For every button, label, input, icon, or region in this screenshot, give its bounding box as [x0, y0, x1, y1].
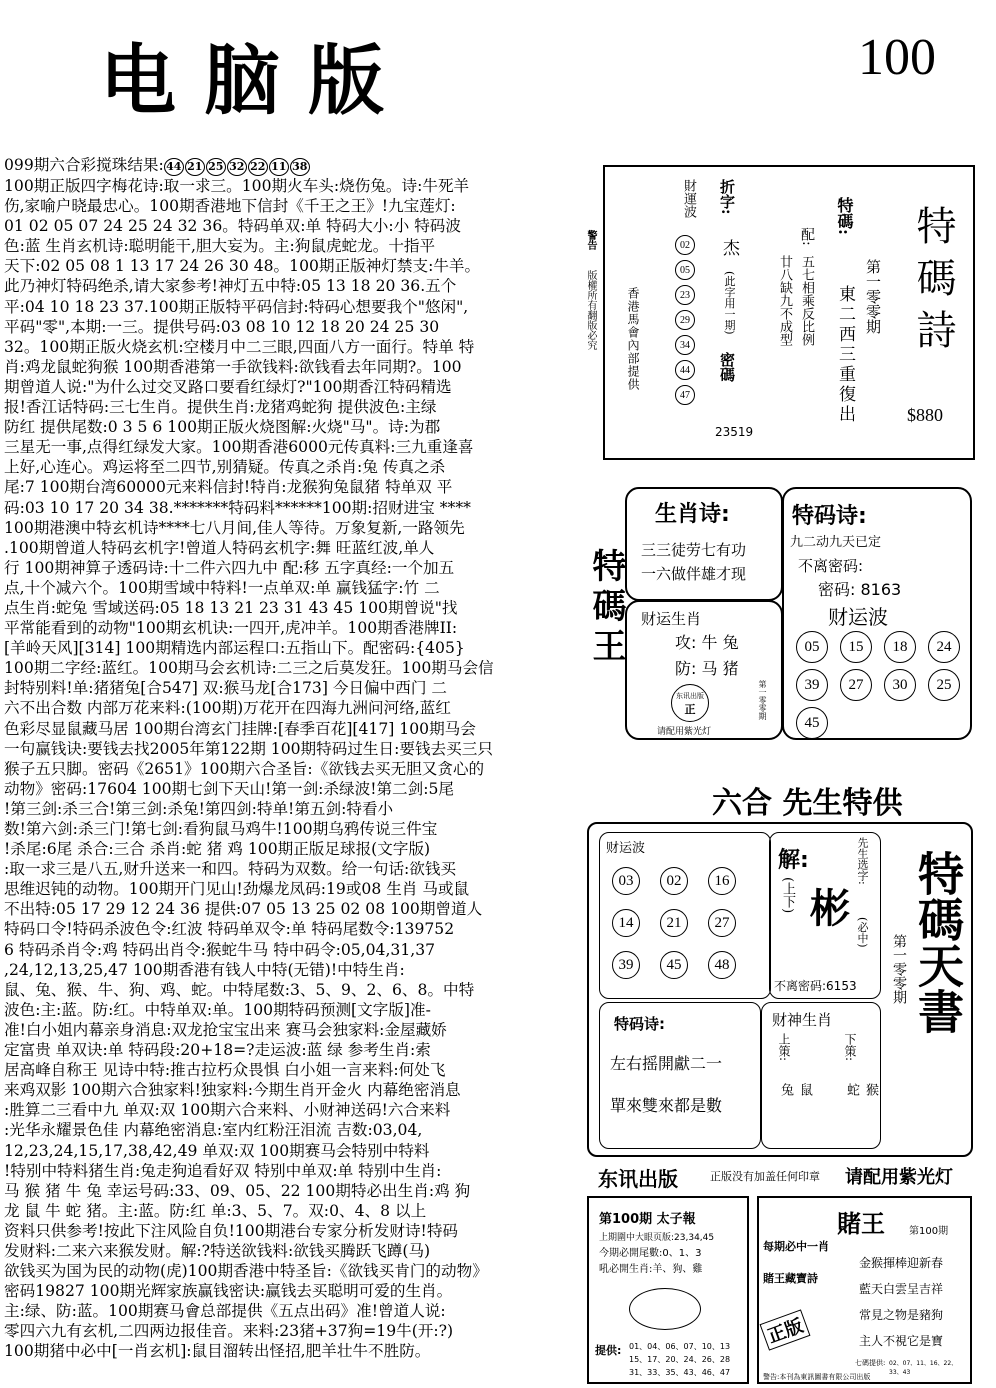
text-line: 动物》密码:17604 100期七剑下天山!第一剑:杀绿波!第二剑:5尾	[4, 779, 455, 798]
tm-poem-title: 特码诗:	[792, 504, 867, 529]
wave-ball: 39	[796, 669, 828, 701]
taizi-numbers-row: 31、33、35、43、46、47	[629, 1368, 731, 1377]
text-line: 来鸡双影 100期六合独家料!独家料:今期生肖开金火 内幕绝密消息	[4, 1081, 461, 1100]
text-line: 三星无一事,点得红绿发大家。100期香港6000元传真料:三九重逢喜	[4, 438, 474, 457]
text-line: 6 特码杀肖令:鸡 特码出肖令:猴蛇牛马 特中码令:05,04,31,37	[4, 940, 436, 959]
liuhe-code: 不离密码:6153	[774, 979, 857, 993]
text-line: 码:03 10 17 20 34 38.*******特码料******100期:招财进宝 ****	[4, 498, 471, 517]
text-line: 欲钱买为国为民的动物(虎)100期香港中特圣旨:《欲钱买肯门的动物》	[4, 1262, 488, 1281]
cai-balls	[675, 235, 697, 410]
liuhe-ball: 39	[612, 951, 640, 979]
taizi-tigong: 提供:	[595, 1344, 622, 1357]
pei-line-2: 廿八缺九不成型	[777, 255, 792, 346]
cai-ball: 23	[675, 285, 695, 305]
tema-poem-title: 特碼詩	[910, 205, 956, 361]
zhezi-label: 折字:	[718, 179, 736, 215]
taizi-numbers-row: 15、17、20、24、26、28	[629, 1355, 731, 1364]
tm-poem-line: 九二动九天已定	[790, 535, 882, 550]
text-line: :光华永耀景色佳 内幕绝密消息:室内红粉汪泪流 吉数:03,04,	[4, 1121, 423, 1140]
tm-poem-no-leave: 不离密码:	[798, 557, 864, 575]
text-line: 色:蓝 生肖玄机诗:聪明能干,胆大妄为。主:狗鼠虎蛇龙。十指平	[4, 237, 436, 256]
duwang-stamp: 正版	[760, 1309, 811, 1350]
wave-ball: 24	[928, 631, 960, 663]
liuhe-ball: 16	[708, 867, 736, 895]
text-line: 资料只供参考!按此下注风险自负!100期港台专家分析发财诗!特码	[4, 1221, 459, 1240]
zhezi-char: 杰	[719, 239, 739, 256]
text-line: 天下:02 05 08 1 13 17 24 26 30 48。100期正版神灯禁支:牛羊。	[4, 257, 481, 276]
text-line: 思维迟钝的动物。100期开门见山!劲爆龙凤码:19或08 生肖 马或鼠	[4, 880, 470, 899]
liuhe-poem-line-2: 單來雙來都是數	[610, 1096, 723, 1115]
sx-poem-line-1: 三三徒劳七有功	[641, 541, 747, 559]
text-line: 数!第六剑:杀三门!第七剑:看狗鼠马鸡牛!100期乌鸦传说三件宝	[4, 820, 438, 838]
taizi-line-1: 上期圍中大眼页版:23,34,45	[599, 1233, 715, 1243]
text-line: 平:04 10 18 23 37.100期正版特平码信封:特码心想要我个"悠闲",	[4, 297, 469, 316]
text-line: 发财料:二来六来猴发财。解:?特送欲钱料:欲钱买腾跃飞蹲(马)	[4, 1241, 431, 1260]
wave-balls	[796, 629, 972, 743]
text-line: !特别中特料猪生肖:兔走狗追看好双 特别中单双:单 特别中生肖:	[4, 1161, 442, 1180]
text-line: 12,23,24,15,17,38,42,49 单双:双 100期赛马会特别中特料	[4, 1141, 430, 1160]
pei-line-1: 五七相乘反比例	[799, 255, 814, 346]
cai-ball: 44	[675, 360, 695, 380]
liuhe-poem-line-1: 左右摇開獻二一	[610, 1054, 723, 1073]
text-line: 防红 提供尾数:0 3 5 6 100期正版火烧图解:火烧"马"。诗:为郡	[4, 418, 441, 437]
wave-ball: 27	[840, 669, 872, 701]
text-line: 肖:鸡龙鼠蛇狗猴 100期香港第一手欲钱料:欲钱看去年同期?。100	[4, 357, 462, 376]
text-line: 零四六九有玄机,二四两边报佳音。来料:23猪+37狗=19牛(开:?)	[4, 1322, 454, 1341]
authenticity-note: 正版没有加盖任何印章	[710, 1170, 820, 1183]
liuhe-poem-title: 特码诗:	[614, 1015, 665, 1033]
cai-ball: 34	[675, 335, 695, 355]
wave-ball: 25	[928, 669, 960, 701]
text-line: 龙 鼠 牛 蛇 猪。主:蓝。防:红 单:3、5、7。双:0、4、8 以上	[4, 1201, 427, 1220]
wave-title: 财运波	[828, 605, 888, 629]
liuhe-ball: 21	[660, 909, 688, 937]
liuhe-poem-box	[599, 1002, 761, 1149]
tm-poem-box	[782, 487, 972, 740]
duwang-footnote: 警告:本刊為東訊圖書有限公司出版	[763, 1373, 871, 1381]
uv-light-note: 请配用紫光灯	[657, 727, 712, 737]
liuhe-ball: 03	[612, 867, 640, 895]
liuhe-ball: 14	[612, 909, 640, 937]
taizi-illustration	[629, 1288, 701, 1330]
tema-poem-box	[603, 165, 975, 460]
text-line: 波色:主:蓝。防:红。中特单双:单。100期特码预测[文字版]准-	[4, 1000, 431, 1019]
result-ball: 25	[206, 158, 226, 176]
tema-poem-price: $880	[907, 405, 943, 425]
cy-sx-title: 财运生肖	[641, 610, 702, 628]
liuhe-ball: 27	[708, 909, 736, 937]
liuhe-balls	[612, 867, 762, 993]
text-line: 居高峰自称王 见诗中特:推古拉朽众畏惧 白小姐一言来料:何处飞	[4, 1061, 446, 1080]
up-values: 鼠 兔	[778, 1083, 812, 1110]
result-ball: 21	[185, 158, 205, 176]
duwang-title: 賭王	[837, 1210, 885, 1238]
down-values: 猴 蛇	[844, 1083, 878, 1110]
warning-note: 警告	[585, 230, 596, 250]
liuhe-wave-box	[599, 832, 771, 999]
liuhe-char-box	[769, 832, 881, 999]
text-line: 平码"零",本期:一三。提供号码:03 08 10 12 18 20 24 25 30	[4, 317, 440, 336]
sx-poem-box	[625, 487, 783, 601]
text-line: 色彩尽显鼠藏马居 100期台湾玄门挂牌:[春季百花][417] 100期马会	[4, 719, 476, 738]
text-line: ,24,12,13,25,47 100期香港有钱人中特(无错)!中特生肖:	[4, 960, 405, 979]
uv-instruction: 请配用紫光灯	[845, 1167, 953, 1188]
cai-ball: 02	[675, 235, 695, 255]
cy-sx-box	[625, 600, 783, 740]
main-text-column	[4, 155, 582, 1362]
official-stamp-char: 正	[684, 703, 696, 716]
tema-poem-line: 東二西三重復出	[835, 285, 855, 425]
text-line: 准!白小姐内幕亲身消息:双龙抢宝宝出来 赛马会独家料:金屋藏娇	[4, 1020, 447, 1039]
text-line: 点,十个减六个。100期雪域中特料!一点单双:单 赢钱猛字:竹 二	[4, 578, 440, 597]
text-line: 平常能看到的动物"100期玄机诀:一四开,虎冲羊。100期香港牌II:	[4, 619, 458, 638]
text-line: 鼠、兔、猴、牛、狗、鸡、蛇。中特尾数:3、5、9、2、6、8。中特	[4, 980, 475, 999]
caishen-box	[761, 1002, 881, 1149]
wave-ball: 05	[796, 631, 828, 663]
liuhe-box	[587, 822, 973, 1157]
sx-poem-line-2: 一六做伴雄才现	[641, 565, 747, 583]
text-line: 密码19827 100期光辉家族赢钱密诀:赢钱去买聪明可爱的生肖。	[4, 1282, 453, 1301]
cai-ball: 05	[675, 260, 695, 280]
text-lines	[4, 176, 582, 1362]
text-line: 主:绿、防:蓝。100期赛马會总部提供《五点出码》准!曾道人说:	[4, 1302, 446, 1321]
cai-ball: 47	[675, 385, 695, 405]
zhezi-word: 密碼	[718, 352, 736, 382]
liuhe-ball: 45	[660, 951, 688, 979]
selector-note: (必中)	[856, 917, 869, 948]
text-line: 封特别料!单:猪猪兔[合547] 双:猴马龙[合173] 今日偏中西门 二	[4, 679, 447, 698]
result-ball: 11	[269, 158, 289, 176]
duwang-poem-line: 金猴揮棒迎新春	[859, 1256, 944, 1270]
text-line: 上好,心连心。鸡运将至二四节,别猜疑。传真之杀肖:兔 传真之杀	[4, 458, 446, 477]
text-line: 特码口令!特码杀波色令:红波 特码单双令:单 特码尾数令:139752	[4, 920, 455, 939]
taizi-line-3: 吼必開生肖:羊、狗、雞	[599, 1264, 703, 1275]
text-line: 100期港澳中特玄机诗****七八月间,佳人等待。万象复新,一路领先	[4, 518, 465, 537]
wave-ball: 30	[884, 669, 916, 701]
pei-label: 配:	[799, 227, 815, 246]
text-line: 点生肖:蛇兔 雪域送码:05 18 13 21 23 31 43 45 100期曾说"找	[4, 598, 458, 617]
zhezi-note: (此字用一期)	[723, 271, 736, 335]
text-line: 100期猪中必中[一肖玄机]:鼠目溜转出怪招,肥羊壮牛不胜防。	[4, 1342, 431, 1361]
issue-number: 100	[858, 29, 936, 86]
text-line: [羊岭天风][314] 100期精选内部运程口:五指山下。配密码:{405}	[4, 639, 465, 658]
sx-poem-title: 生肖诗:	[655, 502, 730, 527]
cai-ball: 29	[675, 310, 695, 330]
cai-label: 財運波	[681, 179, 696, 218]
text-line: :取一求三是八五,财升送来一和四。特码为双数。给一句话:欲钱买	[4, 860, 457, 879]
tianshu-period: 第一零零期	[891, 934, 907, 1004]
source-note: 香港馬會內部提供	[626, 287, 640, 391]
duwang-poem-line: 藍天白雲呈吉祥	[859, 1282, 944, 1296]
tema-label: 特碼:	[835, 197, 854, 235]
results-line	[4, 155, 582, 176]
official-stamp-ring: 东讯出版	[676, 692, 704, 700]
duwang-box	[757, 1196, 972, 1384]
tm-poem-code: 密码: 8163	[818, 580, 902, 599]
duwang-poem	[859, 1250, 943, 1354]
liuhe-ball: 48	[708, 951, 736, 979]
tema-wang-period: 第一零零期	[758, 680, 767, 720]
text-line: .100期曾道人特码玄机字!曾道人特码玄机字:舞 旺蓝红波,单人	[4, 538, 435, 557]
selector-label: 先生选字:	[856, 837, 869, 885]
taizi-title: 第100期 太子報	[599, 1212, 696, 1227]
text-line: :胜算二三看中九 单双:双 100期六合来料、小财神送码!六合来料	[4, 1101, 451, 1120]
result-ball: 44	[164, 158, 184, 176]
tianshu-title: 特碼天書	[911, 850, 965, 1034]
text-line: 期曾道人说:"为什么过交叉路口要看红绿灯?"100期香江特码精选	[4, 377, 452, 396]
result-ball: 32	[227, 158, 247, 176]
liuhe-wave-label: 财运波	[606, 841, 646, 856]
caishen-title: 财神生肖	[772, 1011, 833, 1029]
tema-wang-title: 特碼王	[586, 548, 626, 668]
jie-label: 解:	[778, 848, 809, 873]
official-stamp	[671, 684, 709, 722]
duwang-seven-label: 七碼提供:	[855, 1359, 886, 1367]
text-line: 尾:7 100期台湾60000元来料信封!特肖:龙猴狗兔鼠猪 特单双 平	[4, 478, 453, 497]
taizi-box	[587, 1196, 749, 1384]
result-ball: 38	[290, 158, 310, 176]
featured-char: 彬	[810, 886, 850, 932]
publisher-label: 东讯出版	[598, 1167, 678, 1191]
text-line: !杀尾:6尾 杀合:三合 杀肖:蛇 猪 鸡 100期正版足球报(文字版)	[4, 840, 431, 859]
jie-note: (上下)	[780, 877, 795, 914]
text-line: 行 100期神算子透码诗:十二件六四九中 配:移 五字真经:一个加五	[4, 558, 455, 577]
cy-sx-defend: 防: 马 猪	[675, 659, 739, 678]
taizi-numbers	[629, 1340, 730, 1379]
page-title: 电脑版	[100, 36, 412, 125]
text-line: 不出特:05 17 29 12 24 36 提供:07 05 13 25 02 08 100期曾道人	[4, 900, 483, 919]
liuhe-ball: 02	[660, 867, 688, 895]
text-line: 一句赢钱诀:要钱去找2005年第122期 100期特码过生日:要钱去买三只	[4, 739, 493, 758]
wave-ball: 18	[884, 631, 916, 663]
text-line: !第三剑:杀三合!第三剑:杀兔!第四剑:特单!第五剑:特看小	[4, 799, 394, 818]
tema-poem-period: 第一零零期	[864, 259, 882, 334]
taizi-numbers-row: 01、04、06、07、10、13	[629, 1342, 731, 1351]
text-line: 六不出合数 内部万花来料:(100期)万花开在四海九洲问河络,蓝红	[4, 699, 451, 718]
duwang-sub2: 第100期	[909, 1226, 949, 1237]
wave-ball: 15	[840, 631, 872, 663]
results-prefix: 099期六合彩搅珠结果:	[4, 156, 164, 174]
text-line: 报!香江话特码:三七生肖。提供生肖:龙猪鸡蛇狗 提供波色:主绿	[4, 398, 437, 417]
text-line: 定富贵 单双诀:单 特码段:20+18=?走运波:蓝 绿 参考生肖:索	[4, 1041, 431, 1060]
liuhe-header: 六合 先生特供	[712, 786, 903, 821]
taizi-line-2: 今期必開尾數:0、1、3	[599, 1248, 702, 1259]
text-line: 100期正版四字梅花诗:取一求三。100期火车头:烧伤兔。诗:牛死羊	[4, 177, 470, 195]
wave-ball: 45	[796, 707, 828, 739]
text-line: 100期二字经:蓝红。100期马会玄机诗:二三之后莫发狂。100期马会信	[4, 659, 494, 678]
duwang-poem-line: 常見之物是豬狗	[859, 1308, 944, 1322]
text-line: 马 猴 猪 牛 兔 幸运号码:33、09、05、22 100期特必出生肖:鸡 狗	[4, 1181, 471, 1200]
copyright-note: 版權所有翻版必究	[585, 270, 596, 350]
up-label: 上策:	[777, 1033, 791, 1062]
tema-code: 23519	[715, 425, 754, 439]
text-line: 01 02 05 07 24 25 24 32 36。特码单双:单 特码大小:小 特码波	[4, 217, 461, 236]
duwang-seven-nums: 02、07、11、16、22、33、43	[889, 1360, 958, 1376]
duwang-poem-line: 主人不視它是寶	[859, 1334, 944, 1348]
down-label: 下策:	[843, 1033, 857, 1062]
duwang-sub3: 賭王藏寶詩	[763, 1272, 818, 1285]
text-line: 猴子五只脚。密码《2651》100期六合圣旨:《欲钱去买无胆又贪心的	[4, 759, 485, 778]
result-ball: 22	[248, 158, 268, 176]
text-line: 此乃神灯特码绝杀,请大家参考!神灯五中特:05 13 18 20 36.五个	[4, 277, 457, 296]
cy-sx-attack: 攻: 牛 兔	[675, 633, 739, 652]
text-line: 32。100期正版火烧玄机:空楼月中二三眼,四面八方一面行。特单 特	[4, 337, 475, 356]
results-balls	[164, 156, 311, 174]
duwang-sub1: 每期必中一肖	[763, 1240, 829, 1253]
text-line: 伤,家喻户晓最忠心。100期香港地下信封《千王之王》!九宝莲灯:	[4, 197, 456, 216]
